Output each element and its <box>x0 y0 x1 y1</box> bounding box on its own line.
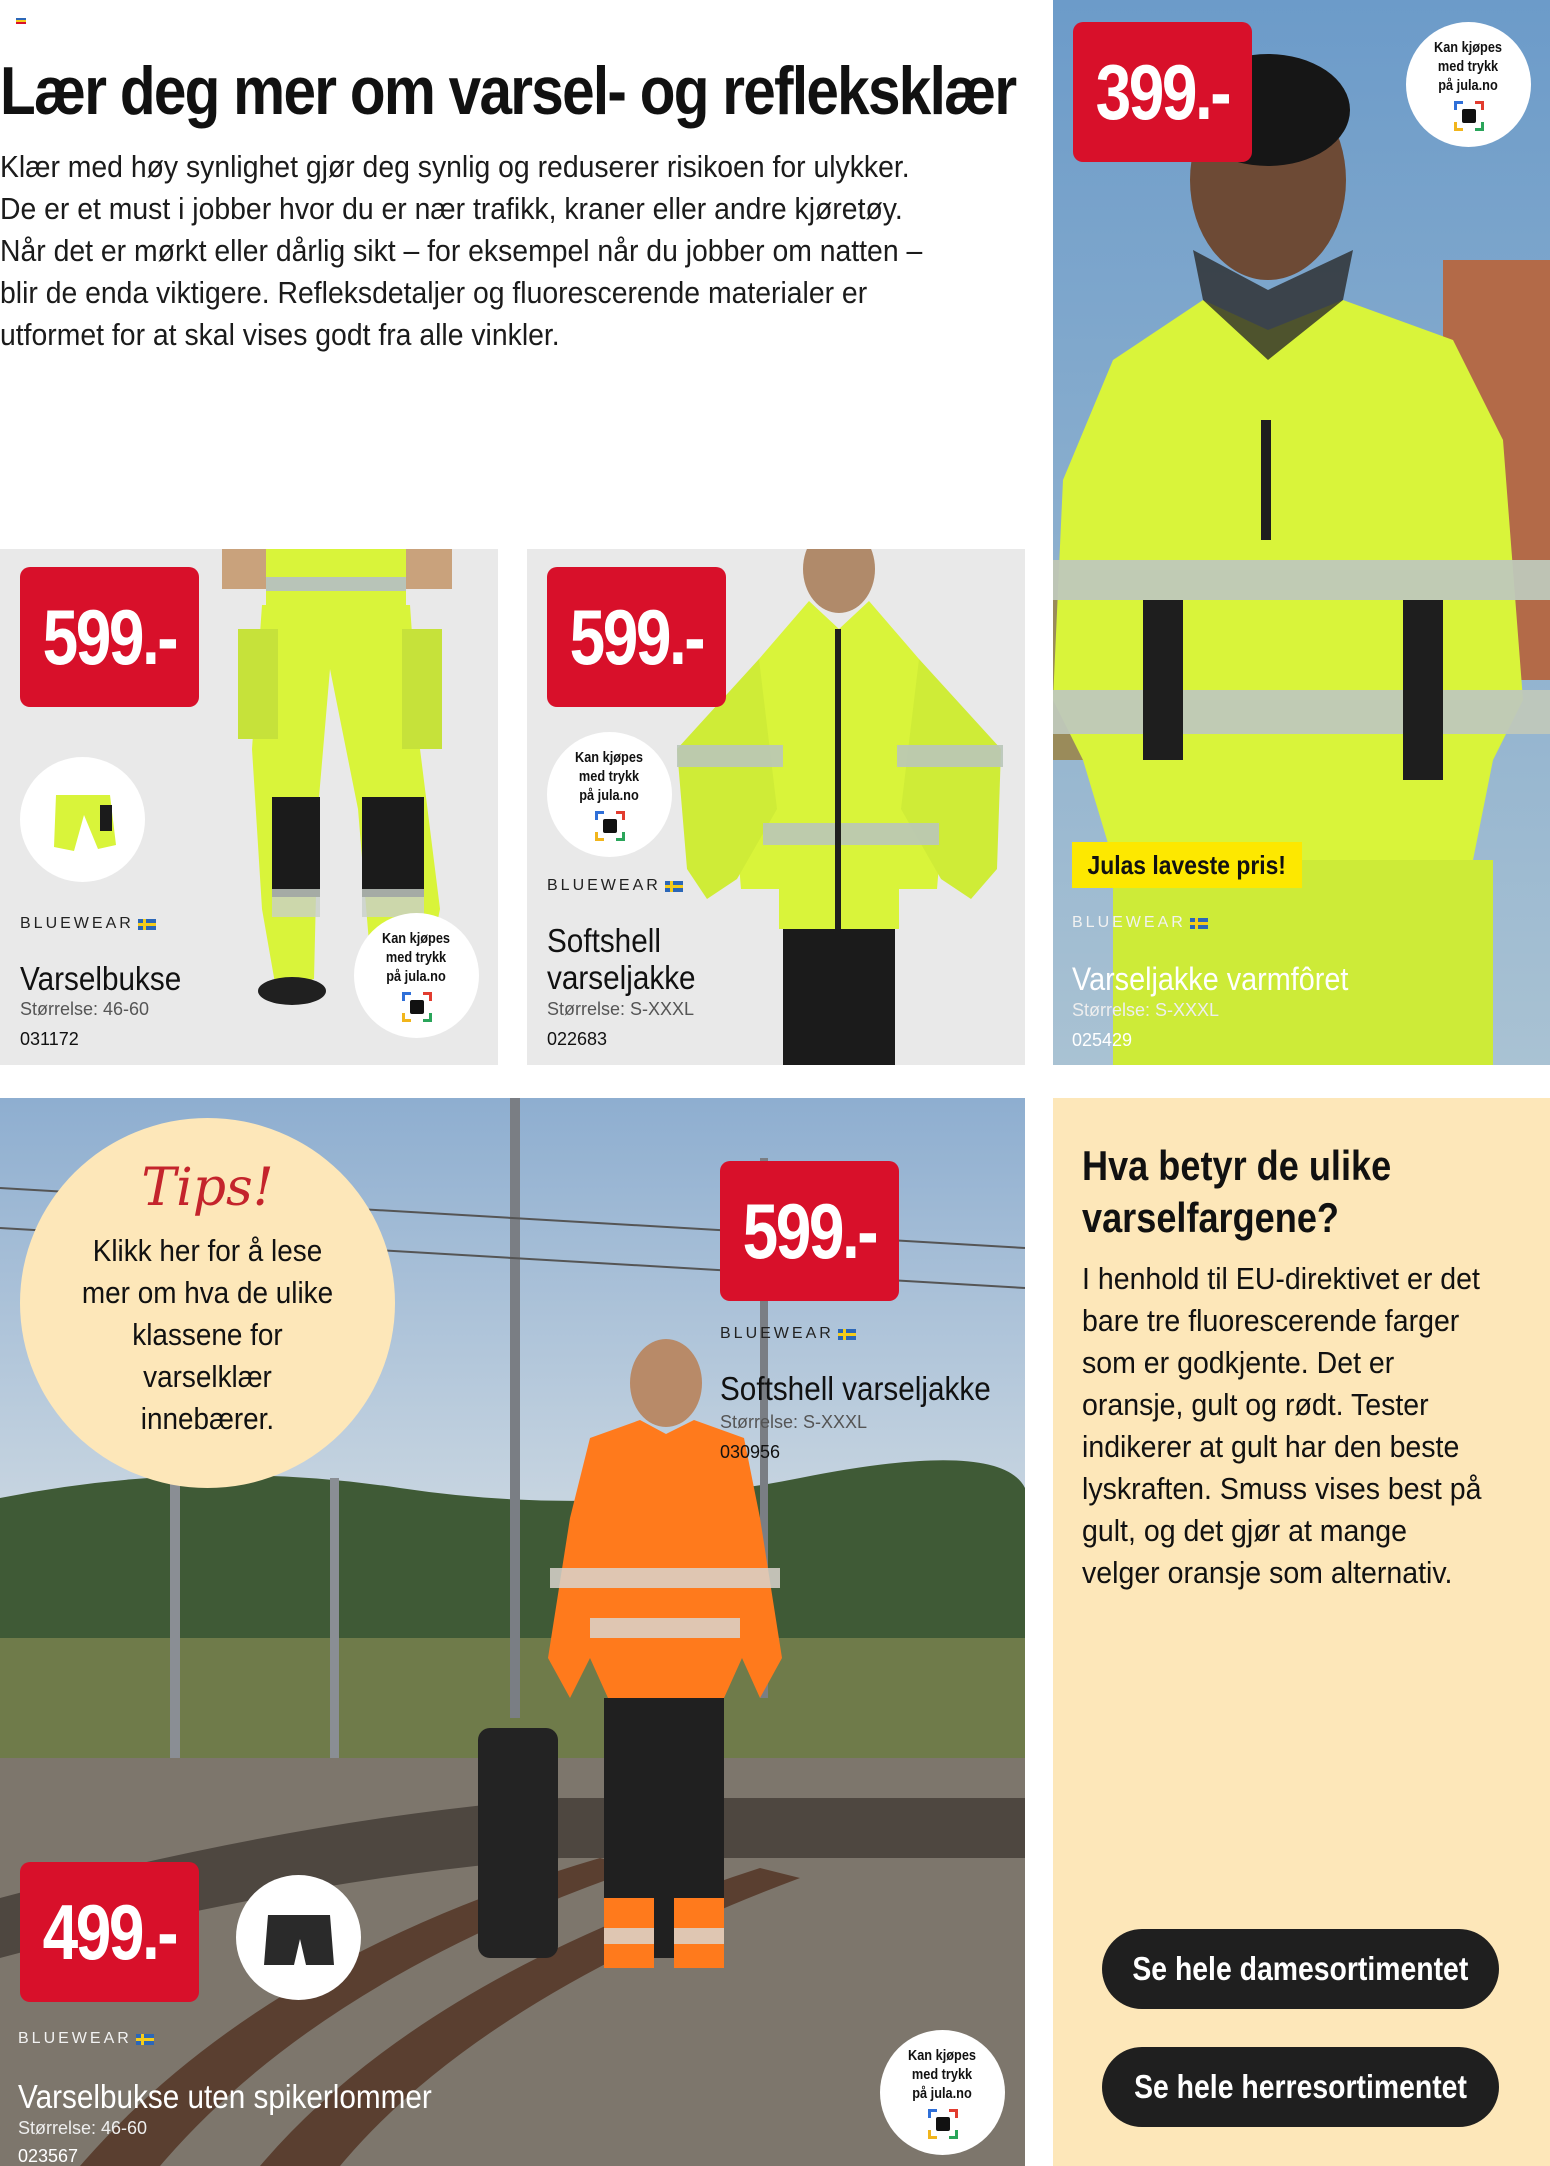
product-number: 023567 <box>18 2146 79 2166</box>
product-card-softshell-varseljakke[interactable] <box>527 549 1025 1065</box>
tips-title: Tips! <box>141 1158 274 1218</box>
womens-range-button[interactable]: Se hele damesortimentet <box>1102 1929 1499 2009</box>
pants-thumbnail-icon <box>38 775 128 865</box>
product-number: 022683 <box>547 1029 608 1049</box>
product-size: Størrelse: 46-60 <box>20 999 150 1019</box>
price-badge: 499.- <box>20 1862 199 2002</box>
photo-scan-icon <box>928 2109 958 2139</box>
print-on-demand-badge[interactable]: Kan kjøpes med trykk på jula.no <box>547 732 672 857</box>
brand-logo: BLUEWEAR <box>720 1325 856 1343</box>
price-badge: 599.- <box>20 567 199 707</box>
tips-link[interactable] <box>20 1118 395 1488</box>
print-on-demand-badge[interactable]: Kan kjøpes med trykk på jula.no <box>880 2030 1005 2155</box>
print-on-demand-badge[interactable]: Kan kjøpes med trykk på jula.no <box>354 913 479 1038</box>
brand-logo: BLUEWEAR <box>547 877 683 895</box>
product-name: Varselbukse <box>20 960 182 997</box>
mens-range-button[interactable]: Se hele herresortimentet <box>1102 2047 1499 2127</box>
product-name-line2: varseljakke <box>547 959 696 996</box>
price-badge: 399.- <box>1073 22 1252 162</box>
brand-logo: BLUEWEAR <box>20 915 156 933</box>
product-name: Varselbukse uten spikerlommer <box>18 2078 432 2115</box>
product-name: Varseljakke varmfôret <box>1072 961 1349 997</box>
product-thumbnail[interactable] <box>236 1875 361 2000</box>
brand-logo: BLUEWEAR <box>1072 914 1208 932</box>
product-size: Størrelse: S-XXXL <box>720 1412 868 1432</box>
shorts-thumbnail-icon <box>254 1893 344 1983</box>
product-number: 031172 <box>20 1029 79 1049</box>
price-badge: 599.- <box>720 1161 899 1301</box>
page-title: Lær deg mer om varsel- og refleksklær <box>0 53 1016 129</box>
product-card-varselbukse[interactable] <box>0 549 498 1065</box>
lowest-price-badge: Julas laveste pris! <box>1072 842 1302 888</box>
product-card-varseljakke-varmforet[interactable] <box>1053 0 1550 1065</box>
info-text: I henhold til EU-direktivet er det bare tre fluorescerende farger som er godkjente. Det er oransje, gult og rødt. Tester indikerer at gult har den beste lyskraften. Smuss vises best på gult, og det gjør at mange velger oransje som alternativ. <box>1082 1261 1482 1590</box>
product-thumbnail[interactable] <box>20 757 145 882</box>
product-size: Størrelse: S-XXXL <box>1072 1000 1220 1020</box>
product-name: Softshell varseljakke <box>720 1370 991 1407</box>
price-badge: 599.- <box>547 567 726 707</box>
tips-text: Klikk her for å lese mer om hva de ulike klassene for varselklær innebærer. <box>81 1233 334 1436</box>
product-size: Størrelse: S-XXXL <box>547 999 695 1019</box>
brand-logo: BLUEWEAR <box>18 2030 154 2048</box>
photo-scan-icon <box>402 992 432 1022</box>
photo-scan-icon <box>595 811 625 841</box>
photo-scan-icon <box>1454 101 1484 131</box>
product-number: 030956 <box>720 1442 781 1462</box>
info-title: Hva betyr de ulike varselfargene? <box>1082 1142 1392 1241</box>
product-name-line1: Softshell <box>547 922 661 959</box>
flag-icon <box>16 18 26 26</box>
print-on-demand-badge[interactable]: Kan kjøpes med trykk på jula.no <box>1406 22 1531 147</box>
product-number: 025429 <box>1072 1030 1133 1050</box>
product-size: Størrelse: 46-60 <box>18 2118 148 2138</box>
intro-text: Klær med høy synlighet gjør deg synlig og reduserer risikoen for ulykker. De er et must i jobber hvor du er nær trafikk, kraner eller andre kjøretøy. Når det er mørkt eller dårlig sikt – for eksempel når du jobber om natten – blir de enda viktigere. Refleksdetaljer og fluorescerende materialer er utformet for at skal vises godt fra alle vinkler. <box>0 150 923 352</box>
